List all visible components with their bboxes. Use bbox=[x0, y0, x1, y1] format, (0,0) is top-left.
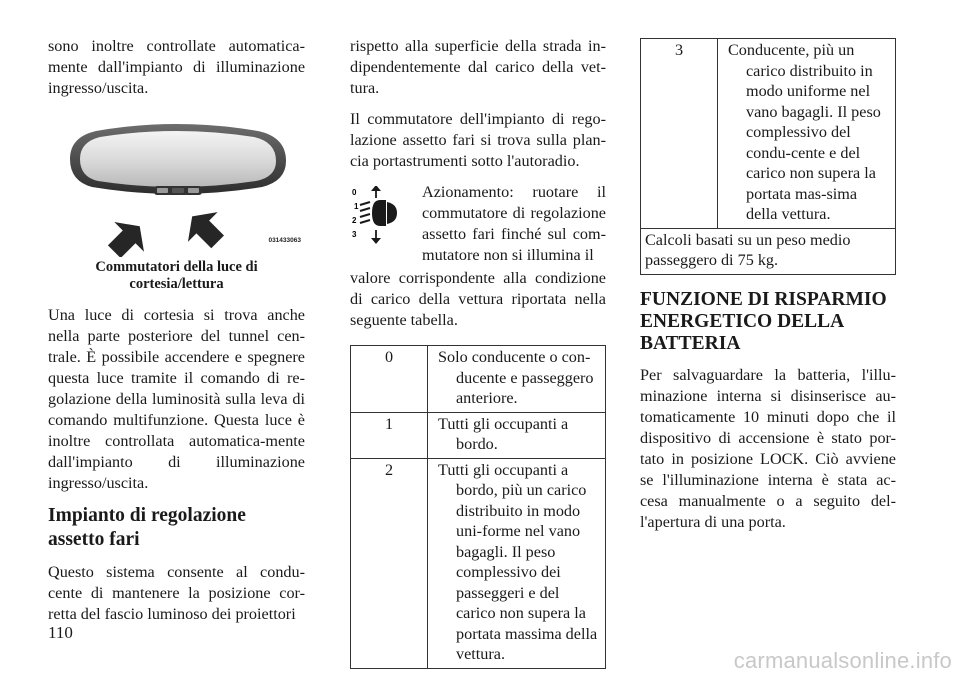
page-number: 110 bbox=[48, 623, 73, 642]
paragraph-system-intro: Questo sistema consente al condu-cente di mantenere la posizione cor-retta del fascio luminoso dei proiettori bbox=[48, 563, 305, 623]
row-number: 0 bbox=[351, 346, 428, 413]
mirror-figure bbox=[48, 117, 305, 257]
column-right bbox=[640, 38, 896, 543]
row-description: Tutti gli occupanti a bordo, più un carico distribuito in modo uni-forme nel vano bagagli. Il peso complessivo dei passeggeri e del carico non supera la portata massima della vettura. bbox=[428, 458, 606, 668]
icon-label-3: 3 bbox=[352, 230, 357, 239]
caption-line-2: cortesia/lettura bbox=[129, 276, 224, 292]
icon-label-2: 2 bbox=[352, 216, 357, 225]
load-table-part-2 bbox=[640, 38, 896, 275]
operation-text-indented: Azionamento: ruotare il commutatore di regolazione assetto fari finché sul com-mutatore non si illumina il bbox=[422, 183, 606, 264]
table-row bbox=[351, 412, 606, 458]
figure-caption bbox=[48, 259, 305, 293]
table-row bbox=[351, 346, 606, 413]
table-row bbox=[641, 39, 896, 229]
paragraph-battery-saver: Per salvaguardare la batteria, l'illu-minazione interna si disinserisce au-tomaticamente 10 minuti dopo che il dispositivo di accensione è stato por-tato in posizione LOCK. Ciò avviene se l'illuminazione interna è stata ac-cesa manualmente o a seguito del-l'apertura di una porta. bbox=[640, 365, 896, 531]
section-heading-battery-saver: FUNZIONE DI RISPARMIO ENERGETICO DELLA BATTERIA bbox=[640, 288, 887, 354]
icon-label-0: 0 bbox=[352, 188, 357, 197]
table-note-row bbox=[641, 228, 896, 274]
watermark: carmanualsonline.info bbox=[733, 648, 952, 673]
figure-code: 031433063 bbox=[268, 237, 301, 244]
row-number: 1 bbox=[351, 412, 428, 458]
rearview-mirror-illustration bbox=[48, 117, 305, 257]
paragraph-road-surface: rispetto alla superficie della strada in-dipendentemente dal carico della vet-tura. bbox=[350, 37, 606, 97]
row-number: 2 bbox=[351, 458, 428, 668]
column-middle bbox=[350, 36, 606, 669]
paragraph-entry-lights: sono inoltre controllate automatica-mente dall'impianto di illuminazione ingresso/uscita. bbox=[48, 37, 305, 97]
operation-text-rest: valore corrispondente alla condizione di carico della vettura riportata nella seguente tabella. bbox=[350, 269, 606, 329]
headlight-leveling-icon bbox=[350, 186, 420, 244]
caption-line-1: Commutatori della luce di bbox=[95, 259, 258, 275]
paragraph-switch-location: Il commutatore dell'impianto di rego-lazione assetto fari si trova sulla plan-cia portastrumenti sotto l'autoradio. bbox=[350, 110, 606, 170]
column-left bbox=[48, 36, 305, 635]
operation-paragraph bbox=[350, 182, 606, 266]
load-table-part-1 bbox=[350, 345, 606, 669]
table-row bbox=[351, 458, 606, 668]
row-description: Solo conducente o con-ducente e passeggero anteriore. bbox=[428, 346, 606, 413]
row-description: Conducente, più un carico distribuito in modo uniforme nel vano bagagli. Il peso complessivo del condu-cente e del carico non supera la portata mas-sima della vettura. bbox=[718, 39, 896, 229]
row-description: Tutti gli occupanti a bordo. bbox=[428, 412, 606, 458]
icon-label-1: 1 bbox=[354, 202, 359, 211]
paragraph-courtesy-light: Una luce di cortesia si trova anche nella parte posteriore del tunnel cen-trale. È possibile accendere e spegnere questa luce tramite il comando di re-golazione della luminosità sulla leva di comando multifunzione. Questa luce è inoltre controllata automatica-mente dall'impianto di illuminazione ingresso/uscita. bbox=[48, 306, 305, 492]
row-number: 3 bbox=[641, 39, 718, 229]
section-heading-headlight-leveling: Impianto di regolazione assetto fari bbox=[48, 505, 246, 550]
table-note: Calcoli basati su un peso medio passeggero di 75 kg. bbox=[641, 228, 896, 274]
